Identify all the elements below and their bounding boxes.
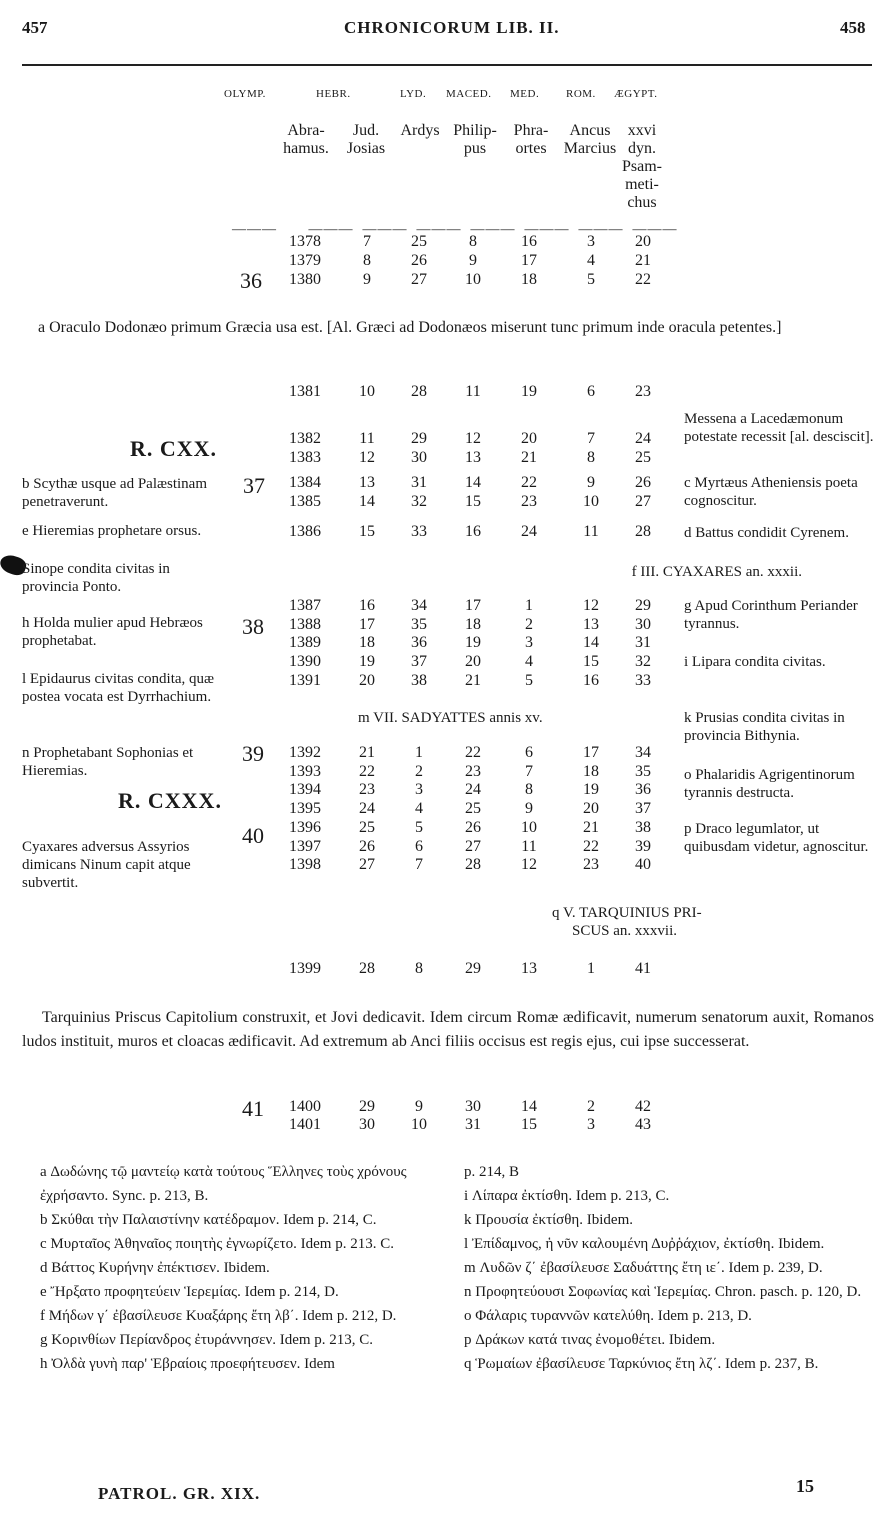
footnote: p Δράκων κατά τινας ἐνομοθέτει. Ibidem.	[464, 1332, 716, 1348]
note-l-epidaurus: l Epidaurus civitas condita, quæ postea vocata est Dyrrhachium.	[22, 671, 215, 705]
footnote: l Ἐπίδαμνος, ἡ νῦν καλουμένη Δυῤῥάχιον, ἐκτίσθη. Ibidem.	[464, 1236, 825, 1252]
note-o-phalaris: o Phalaridis Agrigentinorum tyrannis destructa.	[684, 767, 855, 801]
king-lyd: Ardys	[400, 122, 440, 139]
footnote: o Φάλαρις τυραννῶν κατελύθη. Idem p. 213, D.	[464, 1308, 752, 1324]
note-n-prophetabant: n Prophetabant Sophonias et Hieremias.	[22, 745, 194, 779]
footnote: e Ἤρξατο προφητεύειν Ἱερεμίας. Idem p. 214, D.	[40, 1284, 339, 1300]
footnote: p. 214, B	[464, 1164, 520, 1180]
note-b-scythae: b Scythæ usque ad Palæstinam penetraverunt.	[22, 476, 207, 510]
footnote: k Προυσία ἐκτίσθη. Ibidem.	[464, 1212, 633, 1228]
footnote: h Ὀλδὰ γυνὴ παρ' Ἑβραίοις προεφήτευσεν. Idem	[40, 1356, 335, 1372]
footnote: d Βάττος Κυρήνην ἐπέκτισεν. Ibidem.	[40, 1260, 270, 1276]
note-messena: Messena a Lacedæmonum potestate recessit [al. desciscit].	[684, 411, 874, 445]
note-e-hieremias: e Hieremias prophetare orsus.	[22, 523, 202, 539]
footnote: m Λυδῶν ζ΄ ἐβασίλευσε Σαδυάττης ἔτη ιε΄. Idem p. 239, D.	[464, 1260, 823, 1276]
page-number-left: 457	[22, 18, 48, 37]
note-h-holda: h Holda mulier apud Hebræos prophetabat.	[22, 615, 203, 649]
col-lyd: LYD.	[400, 88, 427, 100]
footer-signature-number: 15	[796, 1476, 814, 1496]
col-hebr: HEBR.	[316, 88, 351, 100]
footnote: n Προφητεύουσι Σοφωνίας καὶ Ἱερεμίας. Chron. pasch. p. 120, D.	[464, 1284, 862, 1300]
note-g-periander: g Apud Corinthum Periander tyrannus.	[684, 598, 858, 632]
olympiad-41: 41	[242, 1096, 264, 1121]
note-k-prusias: k Prusias condita civitas in provincia Bithynia.	[684, 710, 845, 744]
reign-cyaxares: f III. CYAXARES an. xxxii.	[631, 564, 802, 580]
footnote: i Λίπαρα ἐκτίσθη. Idem p. 213, C.	[464, 1188, 670, 1204]
footnote: q Ῥωμαίων ἐβασίλευσε Ταρκύνιος ἔτη λζ΄. Idem p. 237, B.	[464, 1356, 819, 1372]
page-number-right: 458	[840, 18, 866, 37]
separator-dashes: ——— ——— ——— ——— ——— ——— ——— ———	[232, 222, 678, 237]
king-hebr: Abra- hamus.	[283, 122, 329, 157]
king-rom: Ancus Marcius	[563, 122, 617, 157]
col-med: MED.	[510, 88, 540, 100]
footnote: b Σκύθαι τὴν Παλαιστίνην κατέδραμον. Idem p. 214, C.	[40, 1212, 377, 1228]
note-d-battus: d Battus condidit Cyrenem.	[684, 525, 849, 541]
oracle-paragraph: a Oraculo Dodonæo primum Græcia usa est. [Al. Græci ad Dodonæos miserunt tunc primum inde oracula petentes.]	[38, 319, 782, 336]
col-olymp: OLYMP.	[224, 88, 266, 100]
olympiad-37: 37	[243, 473, 265, 498]
olympiad-38: 38	[242, 614, 264, 639]
section-heading-r120: R. CXX.	[130, 436, 218, 461]
note-sinope: Sinope condita civitas in provincia Ponto.	[22, 561, 170, 595]
col-rom: ROM.	[566, 88, 596, 100]
footnotes-left	[40, 1160, 440, 1376]
reign-tarquinius: q V. TARQUINIUS PRI- SCUS an. xxxvii.	[552, 905, 702, 939]
col-maced: MACED.	[446, 88, 492, 100]
king-maced: Philip- pus	[453, 122, 497, 157]
footnote: c Μυρταῖος Ἀθηναῖος ποιητὴς ἐγνωρίζετο. Idem p. 213. C.	[40, 1236, 394, 1252]
tarquinius-paragraph: Tarquinius Priscus Capitolium construxit, et Jovi dedicavit. Idem circum Romæ ædificavit, numerum senatorum auxit, Romanos ludos instituit, muros et cloacas ædificavit. Ad extremum ab Anci filiis occisus est regis ejus, cui ipse successerat.	[22, 1009, 874, 1050]
note-c-myrtaeus: c Myrtæus Atheniensis poeta cognoscitur.	[684, 475, 858, 509]
col-aegypt: ÆGYPT.	[614, 88, 658, 100]
section-heading-r130: R. CXXX.	[118, 788, 222, 813]
header-rule	[22, 64, 872, 66]
footer-patrol: PATROL. GR. XIX.	[98, 1484, 261, 1503]
note-i-lipara: i Lipara condita civitas.	[684, 654, 826, 670]
king-med: Phra- ortes	[513, 122, 549, 157]
footnote: f Μήδων γ΄ ἐβασίλευσε Κυαξάρης ἔτη λβ΄. Idem p. 212, D.	[40, 1308, 397, 1324]
running-title: CHRONICORUM LIB. II.	[344, 18, 560, 37]
note-cyaxares: Cyaxares adversus Assyrios dimicans Ninum capit atque subvertit.	[22, 839, 191, 891]
olympiad-39: 39	[242, 741, 264, 766]
note-p-draco: p Draco legumlator, ut quibusdam videtur, agnoscitur.	[684, 821, 869, 855]
king-jud: Jud. Josias	[346, 122, 386, 157]
olympiad-40: 40	[242, 823, 264, 848]
king-aegypt: xxvi dyn. Psam- meti- chus	[622, 122, 662, 211]
footnote: g Κορινθίων Περίανδρος ἐτυράννησεν. Idem p. 213, C.	[40, 1332, 374, 1348]
footnote: a Δωδώνης τῷ μαντείῳ κατὰ τούτους Ἕλληνες τοὺς χρόνους ἐχρήσαντο. Sync. p. 213, B.	[40, 1164, 407, 1204]
olympiad-36: 36	[240, 268, 262, 293]
footnotes-right	[464, 1160, 876, 1376]
reign-sadyattes: m VII. SADYATTES annis xv.	[358, 710, 543, 726]
